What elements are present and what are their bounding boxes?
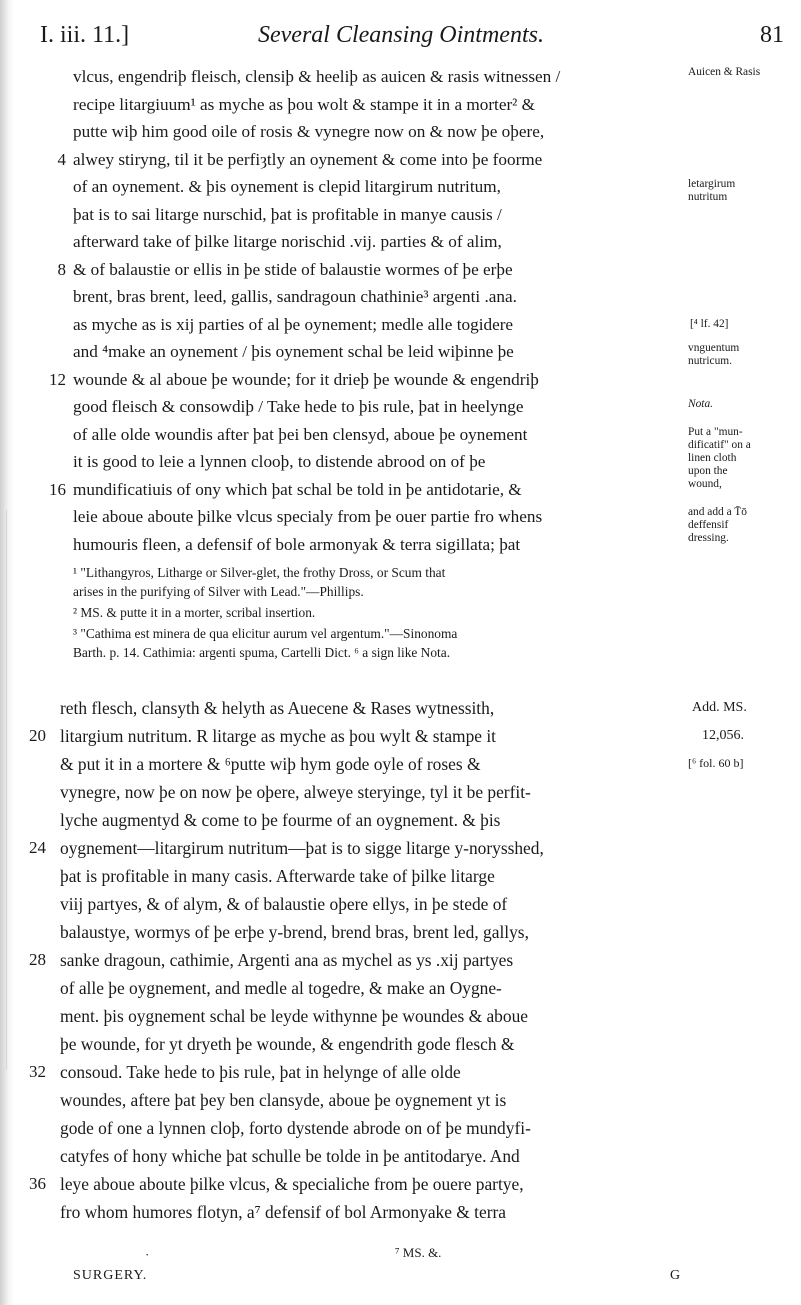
text-line: vlcus, engendriþ fleisch, clensiþ & heeliþ as auicen & rasis witnessen / [73,67,561,86]
text-line: brent, bras brent, leed, gallis, sandragoun chathinie³ argenti .ana. [73,287,517,306]
footnote-line: arises in the purifying of Silver with Lead."—Phillips. [73,584,364,599]
line-number: 4 [57,150,66,169]
text-line: lyche augmentyd & come to þe fourme of an oygnement. & þis [60,810,501,830]
footnote-line: ² MS. & putte it in a morter, scribal insertion. [73,605,316,620]
text-line: leie aboue aboute þilke vlcus specialy from þe ouer partie fro whens [73,507,543,526]
text-line: of alle olde woundis after þat þei ben clensyd, aboue þe oynement [73,425,528,444]
text-line: as myche as is xij parties of al þe oynement; medle alle togidere [73,315,514,334]
text-line: consoud. Take hede to þis rule, þat in helynge of alle olde [60,1062,461,1082]
line-number: 28 [29,950,46,969]
margin-note: [⁴ lf. 42] [690,318,729,330]
text-line: sanke dragoun, cathimie, Argenti ana as mychel as ys .xij partyes [60,950,514,970]
text-line: oygnement—litargirum nutritum—þat is to sigge litarge y-norysshed, [60,838,544,858]
line-number: 36 [29,1174,46,1193]
page-binding-shadow [0,0,14,1305]
text-line: ment. þis oygnement schal be leyde withynne þe woundes & aboue [60,1006,528,1026]
text-line: vynegre, now þe on now þe oþere, alweye steryinge, tyl it be perfit- [60,782,531,802]
text-line: humouris fleen, a defensif of bole armonyak & terra sigillata; þat [73,535,521,554]
text-line: fro whom humores flotyn, a⁷ defensif of bol Armonyake & terra [60,1202,507,1222]
line-number: 20 [29,726,46,745]
margin-note: [⁶ fol. 60 b] [688,756,744,770]
margin-note: and add a T̄ō deffensif dressing. [688,506,747,544]
text-line: and ⁴make an oynement / þis oynement schal be leid wiþinne þe [73,342,514,361]
line-number: 24 [29,838,46,857]
line-number: 32 [29,1062,46,1081]
text-line: it is good to leie a lynnen clooþ, to distende abrood on of þe [73,452,486,471]
footnote-line: ¹ "Lithangyros, Litharge or Silver-glet, the frothy Dross, or Scum that [73,565,446,580]
footnote-line: ³ "Cathima est minera de qua elicitur aurum vel argentum."—Sinonoma [73,626,458,641]
margin-note: Nota. [688,398,714,410]
text-line: alwey stiryng, til it be perfiȝtly an oynement & come into þe foorme [73,150,543,169]
signature-letter: G [670,1268,681,1283]
text-line: þat is to sai litarge nurschid, þat is profitable in manye causis / [73,205,502,224]
line-number: 8 [57,260,66,279]
margin-note: Add. MS. [692,700,747,715]
text-line: & of balaustie or ellis in þe stide of balaustie wormes of þe erþe [73,260,513,279]
text-line: gode of one a lynnen cloþ, forto dystende abrode on of þe mundyfi- [60,1118,531,1138]
text-line: of alle þe oygnement, and medle al togedre, & make an Oygne- [60,978,502,998]
text-line: catyfes of hony whiche þat schulle be tolde in þe antitodarye. And [60,1146,520,1166]
text-line: & put it in a mortere & ⁶putte wiþ hym gode oyle of roses & [60,754,481,774]
text-line: viij partyes, & of alym, & of balaustie oþere ellys, in þe stede of [60,894,508,914]
text-line: good fleisch & consowdiþ / Take hede to þis rule, þat in heelynge [73,397,524,416]
running-header [30,10,788,54]
line-number: 12 [49,370,66,389]
footnote-line: ⁷ MS. &. [395,1245,442,1260]
header-chapter-ref: I. iii. 11.] [40,22,130,48]
text-line: of an oynement. & þis oynement is clepid litargirum nutritum, [73,177,501,196]
margin-rule [6,510,7,1070]
decorative-dot: · [145,1247,150,1262]
margin-note: letargirum nutritum [688,178,736,203]
text-line: leye aboue aboute þilke vlcus, & specialiche from þe ouere partye, [60,1174,524,1194]
footnote-line: Barth. p. 14. Cathimia: argenti spuma, Cartelli Dict. ⁶ a sign like Nota. [73,645,451,660]
text-line: þat is profitable in many casis. Afterwarde take of þilke litarge [60,866,495,886]
line-number: 16 [49,480,66,499]
margin-note: Put a "mun- dificatif" on a linen cloth upon the wound, [688,426,751,490]
text-line: reth flesch, clansyth & helyth as Auecene & Rases wytnessith, [60,698,495,718]
text-line: balaustye, wormys of þe erþe y-brend, brend bras, brent led, gallys, [60,922,529,942]
text-line: wounde & al aboue þe wounde; for it drieþ þe wounde & engendriþ [73,370,539,389]
text-line: recipe litargiuum¹ as myche as þou wolt & stampe it in a morter² & [73,95,536,114]
text-line: litargium nutritum. R litarge as myche as þou wylt & stampe it [60,726,496,746]
signature-mark: SURGERY. [73,1268,148,1283]
text-line: mundificatiuis of ony which þat schal be told in þe antidotarie, & [73,480,522,499]
margin-note: Auicen & Rasis [688,66,761,78]
margin-note: 12,056. [702,728,744,743]
margin-note: vnguentum nutricum. [688,342,740,367]
text-line: putte wiþ him good oile of rosis & vynegre now on & now þe oþere, [73,122,545,141]
page-number: 81 [760,22,784,48]
text-line: þe wounde, for yt dryeth þe wounde, & engendrith gode flesch & [60,1034,515,1054]
header-title: Several Cleansing Ointments. [258,22,544,48]
text-line: afterward take of þilke litarge norischid .vij. parties & of alim, [73,232,502,251]
text-line: woundes, aftere þat þey ben clansyde, aboue þe oygnement yt is [60,1090,507,1110]
